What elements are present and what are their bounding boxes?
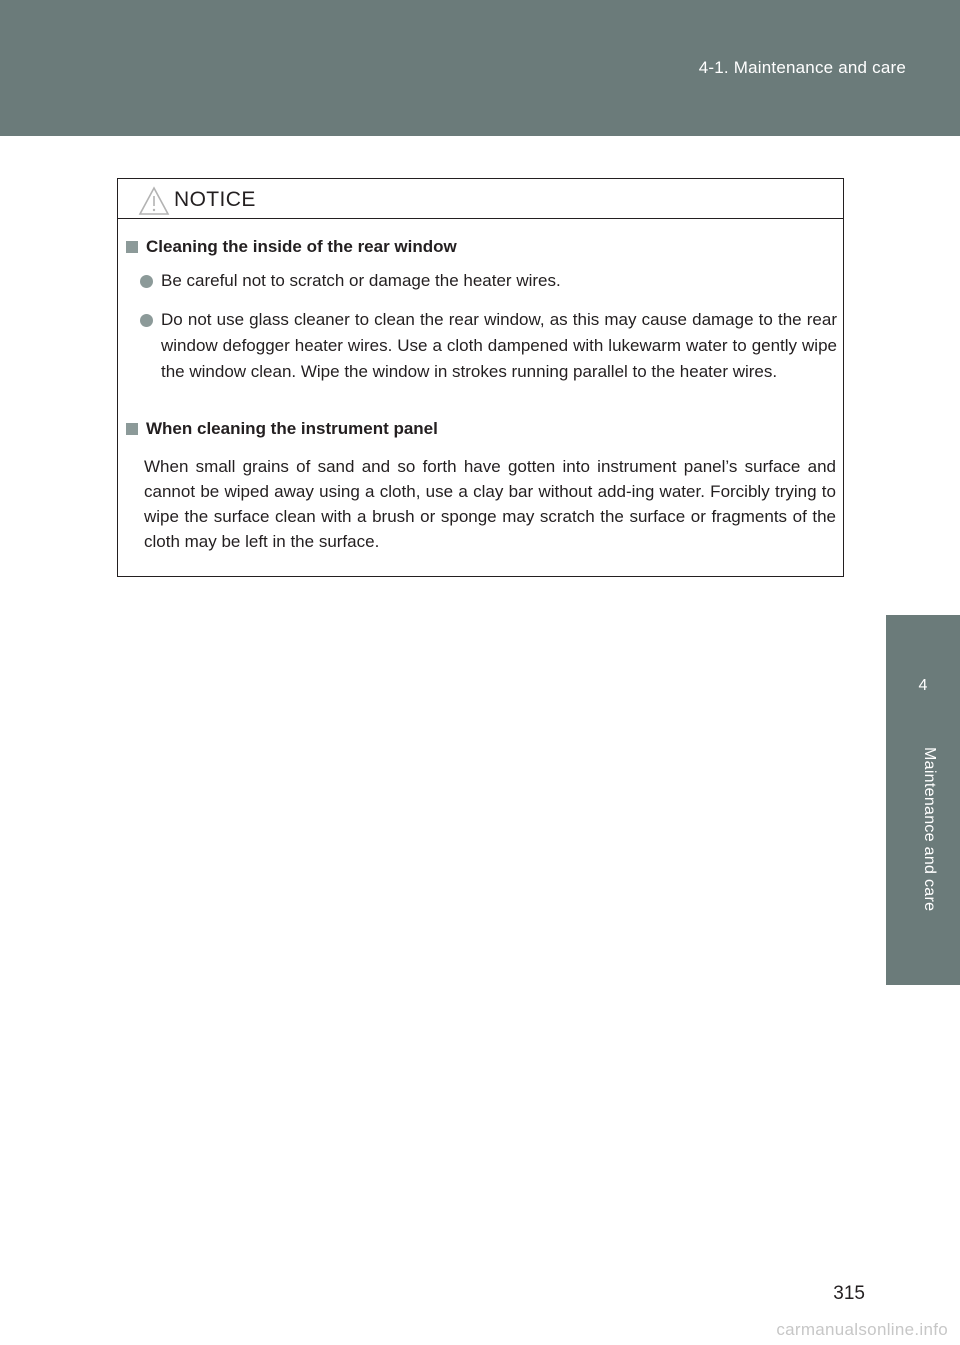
watermark: carmanualsonline.info	[776, 1320, 948, 1339]
page-number: 315	[833, 1283, 865, 1304]
topic-heading	[126, 419, 438, 439]
warning-triangle-icon	[138, 186, 170, 216]
notice-box	[117, 178, 844, 577]
topic-heading	[126, 237, 457, 257]
topic-heading-text: Cleaning the inside of the rear window	[146, 237, 457, 256]
square-bullet-icon	[126, 241, 138, 253]
list-item-text: Do not use glass cleaner to clean the rear window, as this may cause damage to the rear window defogger heater wires. Use a cloth dampened with lukewarm water to gently wipe the window clean. Wipe the window in strokes running parallel to the heater wires.	[161, 310, 837, 381]
section-title: 4-1. Maintenance and care	[698, 58, 906, 77]
list-item	[140, 307, 837, 385]
paragraph: When small grains of sand and so forth have gotten into instrument panel’s surface and cannot be wiped away using a cloth, use a clay bar without add-ing water. Forcibly trying to wipe the surface clean with a brush or sponge may scratch the surface or fragments of the cloth may be left in the surface.	[144, 457, 836, 551]
chapter-label: Maintenance and care	[921, 747, 938, 912]
topic-heading-text: When cleaning the instrument panel	[146, 419, 438, 438]
list-item-text: Be careful not to scratch or damage the heater wires.	[161, 271, 561, 290]
round-bullet-icon	[140, 275, 153, 288]
list-item	[140, 268, 837, 294]
notice-title: NOTICE	[174, 188, 256, 211]
round-bullet-icon	[140, 314, 153, 327]
chapter-tab[interactable]	[886, 615, 960, 985]
square-bullet-icon	[126, 423, 138, 435]
notice-header	[118, 179, 843, 219]
chapter-number: 4	[918, 677, 928, 694]
header-band	[0, 0, 960, 136]
